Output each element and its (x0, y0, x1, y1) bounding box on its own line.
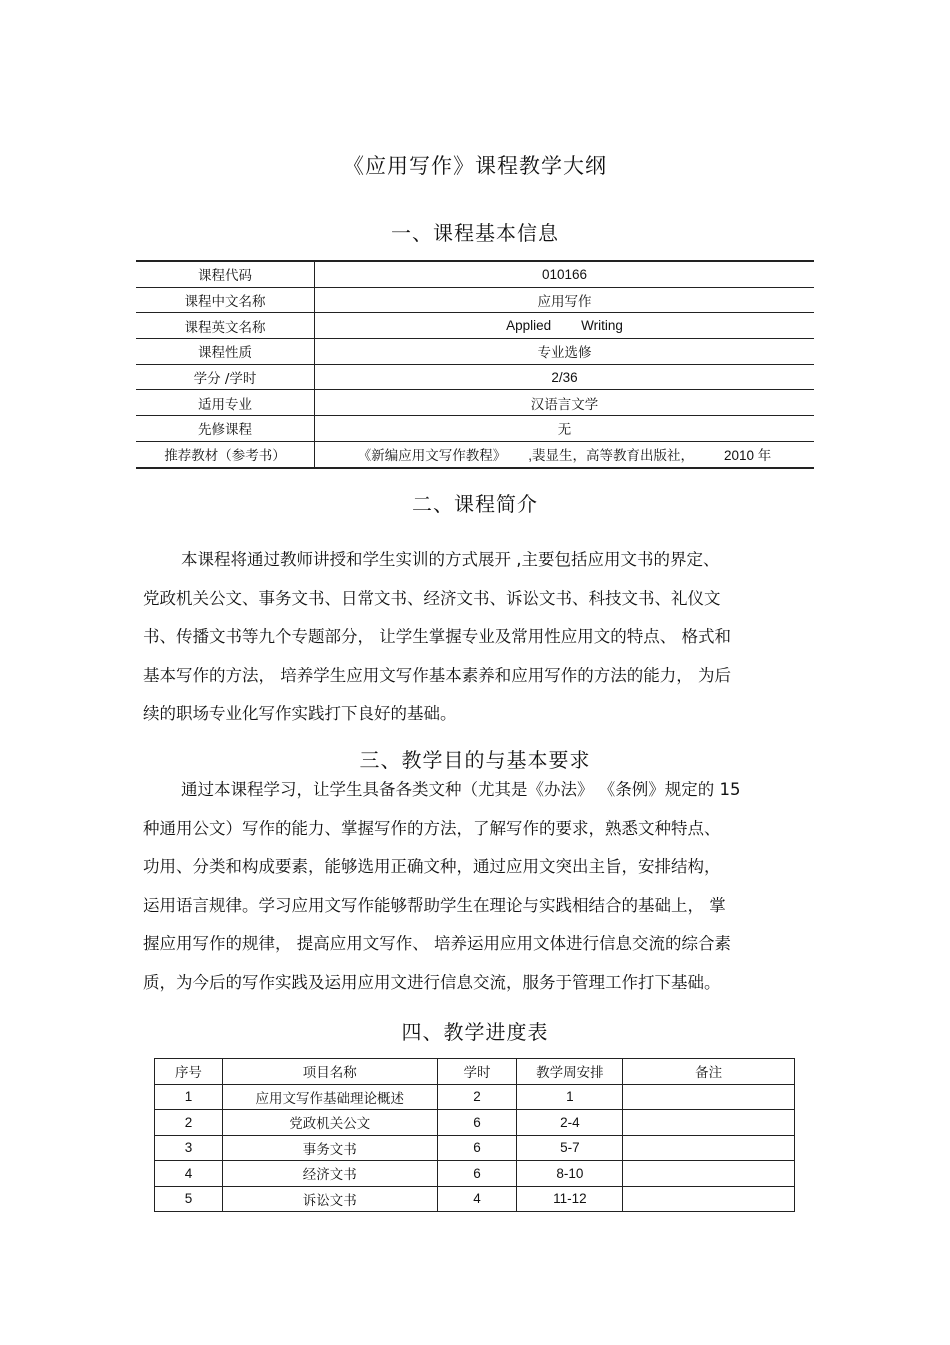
info-value: 专业选修 (315, 339, 815, 365)
table-row (155, 1084, 795, 1110)
cell-note (623, 1110, 795, 1136)
info-value: 应用写作 (315, 287, 815, 313)
cell-note (623, 1135, 795, 1161)
paragraph-line: 本课程将通过教师讲授和学生实训的方式展开 ,主要包括应用文书的界定、 (181, 550, 720, 569)
cell-name: 诉讼文书 (222, 1186, 437, 1212)
table-row (155, 1186, 795, 1212)
section-heading-goals: 三、教学目的与基本要求 (359, 748, 591, 772)
cell-weeks: 5-7 (517, 1135, 623, 1161)
table-header-row (155, 1059, 795, 1085)
section-heading-basic-info: 一、课程基本信息 (391, 221, 559, 245)
info-value: 2/36 (315, 364, 815, 390)
paragraph-line: 种通用公文）写作的能力、掌握写作的方法，了解写作的要求，熟悉文种特点、 (143, 818, 721, 838)
section-heading-intro: 二、课程简介 (412, 492, 538, 516)
intro-paragraph (143, 541, 808, 734)
paragraph-line: 运用语言规律。学习应用文写作能够帮助学生在理论与实践相结合的基础上， 掌 (143, 895, 726, 915)
cell-no: 5 (155, 1186, 223, 1212)
column-header: 项目名称 (222, 1059, 437, 1085)
cell-weeks: 1 (517, 1084, 623, 1110)
info-key: 适用专业 (136, 390, 315, 416)
cell-weeks: 8-10 (517, 1161, 623, 1187)
cell-weeks: 2-4 (517, 1110, 623, 1136)
info-key: 推荐教材（参考书） (136, 441, 315, 467)
column-header: 学时 (437, 1059, 517, 1085)
table-row (136, 339, 814, 365)
column-header: 序号 (155, 1059, 223, 1085)
info-key: 先修课程 (136, 416, 315, 442)
info-key: 课程中文名称 (136, 287, 315, 313)
info-value (315, 441, 815, 467)
table-row (136, 287, 814, 313)
cell-name: 事务文书 (222, 1135, 437, 1161)
info-value: 无 (315, 416, 815, 442)
section-heading-schedule: 四、教学进度表 (401, 1020, 549, 1044)
cell-name: 经济文书 (222, 1161, 437, 1187)
english-name-part-1: Applied (506, 318, 552, 334)
cell-hours: 6 (437, 1135, 517, 1161)
table-row (136, 313, 814, 339)
info-value (315, 313, 815, 339)
info-value: 010166 (315, 261, 815, 287)
goals-paragraph (143, 771, 808, 1002)
paragraph-line: 党政机关公文、事务文书、日常文书、经济文书、诉讼文书、科技文书、礼仪文 (143, 588, 721, 608)
table-row (136, 441, 814, 467)
table-row (136, 261, 814, 287)
table-row (136, 390, 814, 416)
basic-info-table (136, 260, 814, 469)
cell-note (623, 1084, 795, 1110)
table-row (155, 1161, 795, 1187)
cell-no: 3 (155, 1135, 223, 1161)
cell-name: 应用文写作基础理论概述 (222, 1084, 437, 1110)
paragraph-line: 握应用写作的规律， 提高应用文写作、 培养运用应用文体进行信息交流的综合素 (143, 934, 731, 953)
info-key: 课程性质 (136, 339, 315, 365)
paragraph-line: 质，为今后的写作实践及运用应用文进行信息交流，服务于管理工作打下基础。 (143, 972, 721, 992)
info-key: 课程代码 (136, 261, 315, 287)
document-title: 《应用写作》课程教学大纲 (343, 154, 607, 178)
cell-hours: 4 (437, 1186, 517, 1212)
cell-no: 4 (155, 1161, 223, 1187)
textbook-year: 2010 年 (723, 448, 772, 464)
column-header: 备注 (623, 1059, 795, 1085)
column-header: 教学周安排 (517, 1059, 623, 1085)
info-key: 学分 /学时 (136, 364, 315, 390)
paragraph-line: 续的职场专业化写作实践打下良好的基础。 (143, 704, 457, 723)
cell-name: 党政机关公文 (222, 1110, 437, 1136)
schedule-table (154, 1058, 795, 1212)
table-row (155, 1135, 795, 1161)
paragraph-line: 基本写作的方法， 培养学生应用文写作基本素养和应用写作的方法的能力， 为后 (143, 665, 731, 685)
info-value: 汉语言文学 (315, 390, 815, 416)
cell-hours: 6 (437, 1110, 517, 1136)
paragraph-line: 功用、分类和构成要素，能够选用正确文种，通过应用文突出主旨，安排结构， (143, 857, 721, 876)
cell-no: 1 (155, 1084, 223, 1110)
paragraph-line: 通过本课程学习，让学生具备各类文种（尤其是《办法》 《条例》规定的 15 (181, 780, 741, 799)
textbook-author-publisher: ,裴显生，高等教育出版社， (528, 448, 694, 464)
table-row (155, 1110, 795, 1136)
cell-hours: 2 (437, 1084, 517, 1110)
cell-note (623, 1161, 795, 1187)
table-row (136, 416, 814, 442)
english-name-part-2: Writing (581, 318, 623, 334)
info-key: 课程英文名称 (136, 313, 315, 339)
cell-note (623, 1186, 795, 1212)
table-row (136, 364, 814, 390)
paragraph-line: 书、传播文书等九个专题部分， 让学生掌握专业及常用性应用文的特点、 格式和 (143, 627, 731, 646)
textbook-title: 《新编应用文写作教程》 (357, 448, 507, 464)
cell-weeks: 11-12 (517, 1186, 623, 1212)
cell-no: 2 (155, 1110, 223, 1136)
cell-hours: 6 (437, 1161, 517, 1187)
